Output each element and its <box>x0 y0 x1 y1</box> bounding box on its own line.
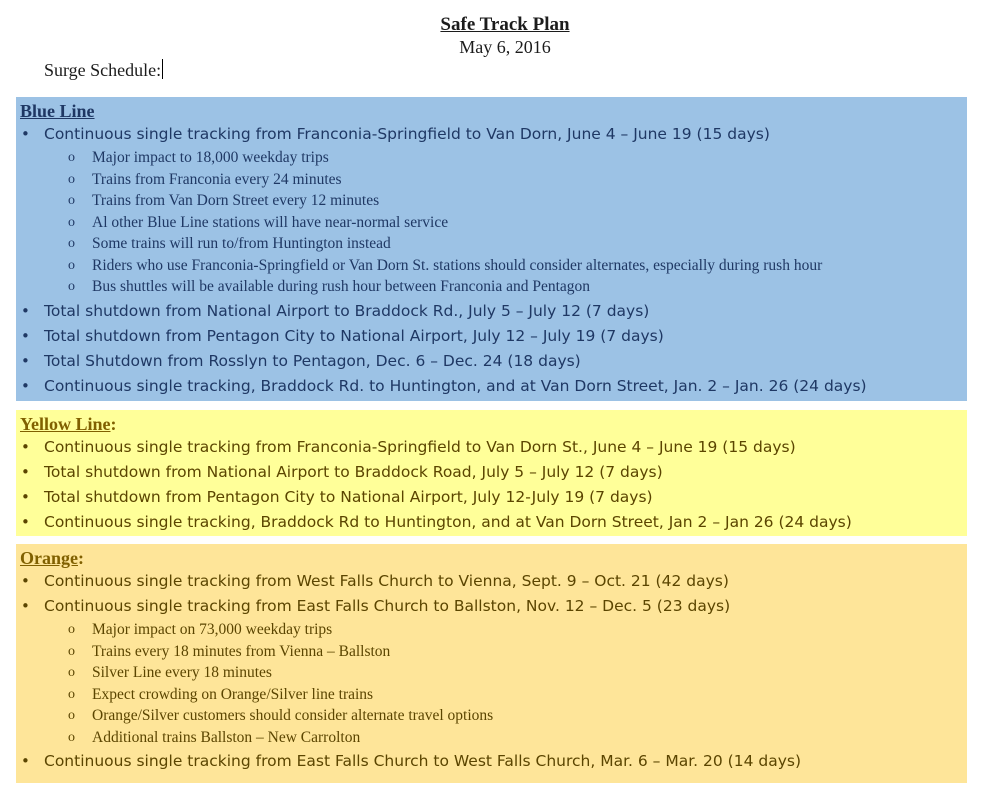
list-item <box>16 485 967 510</box>
bullet-icon: • <box>21 301 30 320</box>
list-item <box>16 460 967 485</box>
bullet-list <box>16 749 967 774</box>
circle-bullet-icon: o <box>68 236 75 251</box>
sub-list-item-text: Major impact on 73,000 weekday trips <box>92 621 333 638</box>
sub-list-item <box>16 147 967 169</box>
list-item <box>16 510 967 535</box>
sub-list-item <box>16 641 967 663</box>
text-cursor <box>162 59 163 79</box>
bullet-icon: • <box>21 326 30 345</box>
sub-list-item <box>16 662 967 684</box>
section-heading-name: Orange <box>20 548 78 568</box>
section-heading <box>20 100 967 122</box>
bullet-icon: • <box>21 488 30 506</box>
bullet-icon: • <box>21 513 30 531</box>
list-item-text: Continuous single tracking from East Falls Church to West Falls Church, Mar. 6 – Mar. 20 (14 days) <box>44 752 802 770</box>
list-item <box>16 299 967 324</box>
bullet-list <box>16 122 967 147</box>
sub-list-item <box>16 705 967 727</box>
section-heading <box>20 413 967 435</box>
list-item-text: Continuous single tracking from Franconia-Springfield to Van Dorn, June 4 – June 19 (15 days) <box>44 125 770 143</box>
sub-bullet-list <box>16 619 967 748</box>
sub-list-item <box>16 212 967 234</box>
surge-schedule-label[interactable] <box>44 59 163 81</box>
circle-bullet-icon: o <box>68 643 75 659</box>
orange-line-section <box>16 544 967 783</box>
circle-bullet-icon: o <box>68 665 75 680</box>
bullet-icon: • <box>21 125 30 143</box>
sub-list-item-text: Al other Blue Line stations will have near-normal service <box>92 213 449 231</box>
sub-list-item <box>16 684 967 706</box>
bullet-list <box>16 435 967 535</box>
bullet-icon: • <box>21 376 30 395</box>
section-heading-name: Yellow Line <box>20 414 111 434</box>
bullet-icon: • <box>21 572 30 590</box>
sub-list-item-text: Orange/Silver customers should consider alternate travel options <box>92 707 494 724</box>
bullet-list <box>16 569 967 619</box>
list-item-text: Continuous single tracking from Franconia-Springfield to Van Dorn St., June 4 – June 19 (15 days) <box>44 438 796 456</box>
list-item <box>16 349 967 374</box>
sub-list-item-text: Bus shuttles will be available during rush hour between Franconia and Pentagon <box>92 278 591 295</box>
sub-list-item-text: Trains from Franconia every 24 minutes <box>92 170 342 188</box>
surge-label-text: Surge Schedule: <box>44 60 162 80</box>
list-item <box>16 749 967 774</box>
bullet-icon: • <box>21 438 30 456</box>
sub-list-item-text: Expect crowding on Orange/Silver line trains <box>92 685 374 703</box>
sub-list-item <box>16 727 967 749</box>
sub-list-item-text: Major impact to 18,000 weekday trips <box>92 149 329 166</box>
circle-bullet-icon: o <box>68 622 75 637</box>
bullet-icon: • <box>21 351 30 370</box>
list-item <box>16 594 967 619</box>
circle-bullet-icon: o <box>68 279 75 294</box>
blue-line-section <box>16 97 967 401</box>
document-title: Safe Track Plan <box>440 14 570 35</box>
list-item-text: Continuous single tracking from West Falls Church to Vienna, Sept. 9 – Oct. 21 (42 days) <box>44 572 729 590</box>
section-heading-colon: : <box>78 548 84 568</box>
list-item-text: Continuous single tracking, Braddock Rd. to Huntington, and at Van Dorn Street, Jan. 2 – Jan. 26 (24 days) <box>44 376 867 395</box>
bullet-icon: • <box>21 463 30 481</box>
circle-bullet-icon: o <box>68 171 75 187</box>
sub-list-item <box>16 255 967 277</box>
sub-list-item-text: Some trains will run to/from Huntington instead <box>92 235 391 252</box>
list-item-text: Continuous single tracking, Braddock Rd to Huntington, and at Van Dorn Street, Jan 2 – Jan 26 (24 days) <box>44 513 852 531</box>
sub-list-item-text: Trains from Van Dorn Street every 12 minutes <box>92 192 380 209</box>
circle-bullet-icon: o <box>68 686 75 702</box>
list-item <box>16 569 967 594</box>
sub-list-item-text: Trains every 18 minutes from Vienna – Ballston <box>92 642 391 660</box>
list-item-text: Total shutdown from National Airport to Braddock Road, July 5 – July 12 (7 days) <box>44 463 663 481</box>
sub-list-item <box>16 619 967 641</box>
sub-list-item <box>16 190 967 212</box>
sub-list-item <box>16 233 967 255</box>
bullet-icon: • <box>21 752 30 770</box>
sub-list-item <box>16 169 967 191</box>
list-item-text: Total shutdown from National Airport to Braddock Rd., July 5 – July 12 (7 days) <box>44 301 650 320</box>
section-heading-colon: : <box>110 414 117 434</box>
circle-bullet-icon: o <box>68 708 75 723</box>
section-heading <box>20 547 967 569</box>
yellow-line-section <box>16 410 967 536</box>
section-heading-name: Blue Line <box>20 101 95 121</box>
list-item-text: Continuous single tracking from East Falls Church to Ballston, Nov. 12 – Dec. 5 (23 days) <box>44 597 731 615</box>
circle-bullet-icon: o <box>68 729 75 745</box>
list-item <box>16 324 967 349</box>
document-date: May 6, 2016 <box>459 37 551 57</box>
bullet-icon: • <box>21 597 30 615</box>
list-item <box>16 122 967 147</box>
circle-bullet-icon: o <box>68 214 75 230</box>
sub-list-item-text: Silver Line every 18 minutes <box>92 664 272 681</box>
sub-list-item <box>16 276 967 298</box>
circle-bullet-icon: o <box>68 257 75 273</box>
list-item <box>16 435 967 460</box>
bullet-list <box>16 299 967 399</box>
sub-bullet-list <box>16 147 967 298</box>
sub-list-item-text: Riders who use Franconia-Springfield or Van Dorn St. stations should consider alternates, especially during rush hour <box>92 256 823 274</box>
list-item-text: Total shutdown from Pentagon City to National Airport, July 12 – July 19 (7 days) <box>44 326 664 345</box>
sub-list-item-text: Additional trains Ballston – New Carrolton <box>92 728 361 746</box>
list-item-text: Total shutdown from Pentagon City to National Airport, July 12-July 19 (7 days) <box>44 488 653 506</box>
circle-bullet-icon: o <box>68 193 75 208</box>
list-item <box>16 374 967 399</box>
circle-bullet-icon: o <box>68 150 75 165</box>
list-item-text: Total Shutdown from Rosslyn to Pentagon, Dec. 6 – Dec. 24 (18 days) <box>44 351 581 370</box>
